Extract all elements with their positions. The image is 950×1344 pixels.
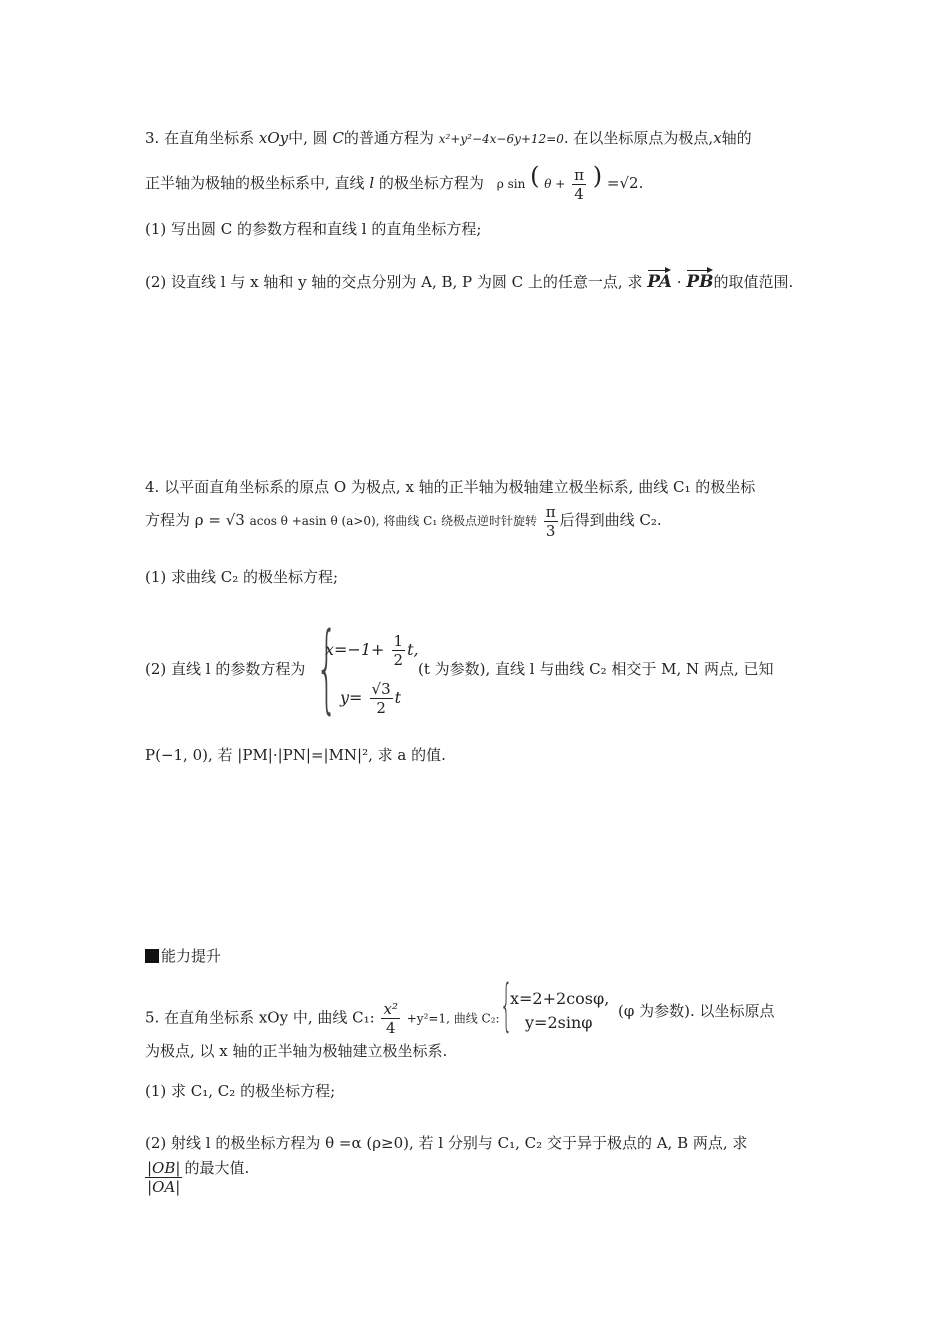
q5-line1-text-b: +y²=1, 曲线 C₂: [406, 1011, 500, 1026]
q4-line2-end: 后得到曲线 C₂. [559, 511, 662, 529]
q4-two-b: 2 [376, 699, 386, 717]
q3-circle: C [332, 129, 344, 147]
q4-line2-text: 方程为 ρ = [145, 511, 221, 529]
q5-fraction [381, 1000, 399, 1037]
left-paren: ( [530, 162, 540, 190]
q5-line2: 为极点, 以 x 轴的正半轴为极轴建立极坐标系. [145, 1042, 448, 1060]
q3-part1: (1) 写出圆 C 的参数方程和直线 l 的直角坐标方程; [145, 220, 482, 238]
q3-rhs: =√2. [606, 174, 644, 192]
vector-pa: PA [647, 268, 672, 293]
q4-fraction [544, 503, 558, 540]
q4-part1: (1) 求曲线 C₂ 的极坐标方程; [145, 568, 339, 586]
q5-system-y: y=2sinφ [525, 1013, 593, 1032]
q3-line2-text: 正半轴为极轴的极坐标系中, 直线 [145, 174, 365, 192]
q4-three: 3 [545, 521, 556, 540]
q3-polar-prefix: ρ sin [496, 177, 526, 191]
q4-sys-y-b: t [394, 688, 402, 707]
q5-oa: |OA| [147, 1177, 181, 1196]
q4-part2-condition: P(−1, 0), 若 |PM|·|PN|=|MN|², 求 a 的值. [145, 746, 446, 764]
q5-line1 [145, 1000, 500, 1037]
vector-pb: PB [686, 268, 713, 293]
q3-text-b: 中, 圆 [288, 129, 328, 147]
q4-line2 [145, 500, 662, 541]
q4-sqrt3b: √3 [371, 680, 391, 698]
q3-line1 [145, 127, 752, 150]
right-paren: ) [592, 162, 603, 190]
q4-part2-rest: (t 为参数), 直线 l 与曲线 C₂ 相交于 M, N 两点, 已知 [418, 660, 774, 678]
q5-part2-end-line [145, 1158, 249, 1196]
q4-part2-label: (2) 直线 l 的参数方程为 [145, 660, 306, 678]
q5-x2: x² [383, 1000, 398, 1018]
q4-sys-x-a: x=−1+ [325, 640, 385, 659]
q3-line-l: l [369, 174, 375, 192]
q3-fraction [572, 166, 586, 203]
q4-line2-text-b: acos θ +asin θ (a>0), 将曲线 C₁ 绕极点逆时针旋转 [249, 514, 537, 528]
q3-theta: θ + [544, 177, 566, 191]
q3-text-d: . 在以坐标原点为极点, [563, 129, 714, 147]
q5-part2: (2) 射线 l 的极坐标方程为 θ =α (ρ≥0), 若 l 分别与 C₁, C₂ 交于异于极点的 A, B 两点, 求 [145, 1134, 748, 1152]
left-brace: { [316, 612, 338, 724]
section-title: 能力提升 [161, 947, 222, 965]
q3-line2 [145, 156, 643, 204]
q3-part2-end: 的取值范围. [713, 273, 794, 291]
q4-sqrt3: √3 [225, 511, 245, 529]
q4-one: 1 [393, 632, 404, 650]
q4-system-y [340, 680, 401, 717]
q3-text-c: 的普通方程为 [343, 129, 434, 147]
q3-line2-text-b: 的极坐标方程为 [378, 174, 484, 192]
q5-brace: { [500, 973, 513, 1038]
q5-line1-end: (φ 为参数). 以坐标原点 [618, 1002, 775, 1020]
q3-text: 3. 在直角坐标系 [145, 129, 255, 147]
q3-text-e: 轴的 [721, 129, 752, 147]
q5-line1-text: 5. 在直角坐标系 xOy 中, 曲线 C₁: [145, 1008, 375, 1027]
section-heading [145, 945, 221, 967]
q3-four: 4 [574, 184, 584, 203]
q5-ratio [145, 1159, 182, 1196]
q4-sys-y-a: y= [340, 688, 363, 707]
q4-half [392, 632, 406, 669]
q3-part2-text: (2) 设直线 l 与 x 轴和 y 轴的交点分别为 A, B, P 为圆 C 上的任意一点, 求 [145, 273, 643, 291]
q3-sys: xOy [258, 129, 289, 147]
dot-operator: · [676, 273, 682, 291]
q3-pi: π [574, 165, 584, 184]
q3-part2 [145, 268, 793, 293]
q4-sqrt3-over-2 [370, 680, 393, 717]
q5-four: 4 [385, 1019, 396, 1037]
q5-part1: (1) 求 C₁, C₂ 的极坐标方程; [145, 1082, 336, 1100]
q5-ob: |OB| [147, 1158, 181, 1177]
section-marker-icon [145, 949, 159, 963]
q4-two: 2 [393, 651, 404, 669]
q4-system-x [325, 632, 419, 669]
q3-equation: x²+y²−4x−6y+12=0 [438, 132, 564, 146]
q4-line1: 4. 以平面直角坐标系的原点 O 为极点, x 轴的正半轴为极轴建立极坐标系, 曲线 C₁ 的极坐标 [145, 478, 756, 496]
q3-xaxis: x [713, 129, 722, 147]
q4-pi: π [545, 502, 556, 521]
q5-part2-end: 的最大值. [184, 1159, 250, 1177]
q5-system-x: x=2+2cosφ, [510, 989, 610, 1008]
q4-sys-x-b: t, [407, 640, 419, 659]
